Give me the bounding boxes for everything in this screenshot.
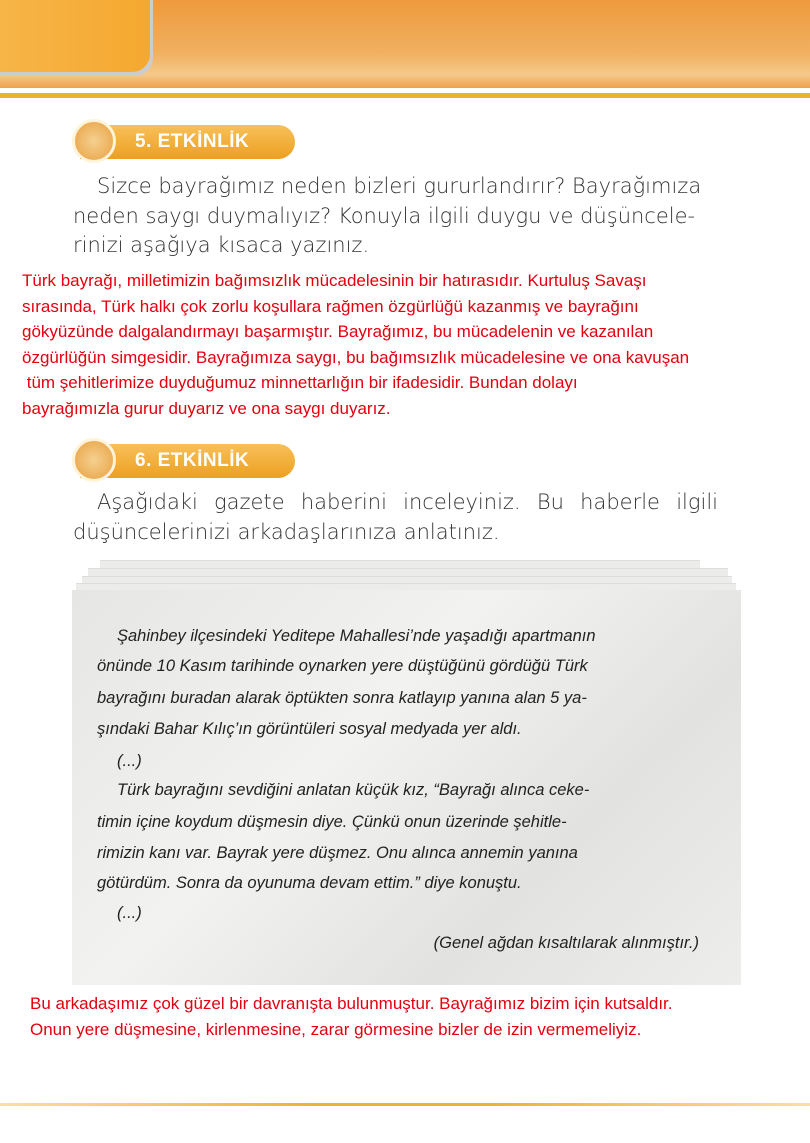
header-divider xyxy=(0,93,810,98)
question-line: Sizce bayrağımız neden bizleri gururlandırır? Bayrağımıza xyxy=(97,174,702,198)
answer-line: özgürlüğün simgesidir. Bayrağımıza saygı, bu bağımsızlık mücadelesine ve ona kavuşan xyxy=(22,347,690,367)
news-line: timin içine koydum düşmesin diye. Çünkü onun üzerinde şehitle- xyxy=(97,813,567,831)
character-icon xyxy=(72,438,116,482)
activity-5-badge xyxy=(80,125,295,159)
news-line: götürdüm. Sonra da oyunuma devam ettim.” diye konuştu. xyxy=(97,874,522,892)
question-line: düşüncelerinizi arkadaşlarınıza anlatınız. xyxy=(73,519,500,544)
news-line: rimizin kanı var. Bayrak yere düşmez. Onu alınca annemin yanına xyxy=(97,844,578,862)
news-line: önünde 10 Kasım tarihinde oynarken yere düştüğünü gördüğü Türk xyxy=(97,657,588,675)
activity-5-title: 5. ETKİNLİK xyxy=(135,131,250,152)
activity-icon xyxy=(72,119,116,163)
question-line: Aşağıdaki gazete haberini inceleyiniz. Bu haberle ilgili xyxy=(97,490,718,514)
news-line: (...) xyxy=(117,752,142,770)
question-line: rinizi aşağıya kısaca yazınız. xyxy=(73,233,370,257)
answer-line: bayrağımızla gurur duyarız ve ona saygı duyarız. xyxy=(22,398,391,418)
news-line: Şahinbey ilçesindeki Yeditepe Mahallesi’nde yaşadığı apartmanın xyxy=(117,627,596,645)
activity-6-badge xyxy=(80,444,295,478)
activity-6-answer xyxy=(30,991,810,1042)
footer-line xyxy=(0,1103,810,1106)
answer-line: gökyüzünde dalgalandırmayı başarmıştır. Bayrağımız, bu mücadelenin ve kazanılan xyxy=(22,322,654,341)
news-line: (...) xyxy=(117,904,142,922)
newspaper-clipping xyxy=(72,590,741,985)
news-line: Türk bayrağını sevdiğini anlatan küçük kız, “Bayrağı alınca ceke- xyxy=(117,781,590,799)
answer-line: sırasında, Türk halkı çok zorlu koşullara rağmen özgürlüğü kazanmış ve bayrağını xyxy=(22,296,639,316)
news-line: şındaki Bahar Kılıç’ın görüntüleri sosyal medyada yer aldı. xyxy=(97,720,522,738)
answer-line: Türk bayrağı, milletimizin bağımsızlık mücadelesinin bir hatırasıdır. Kurtuluş Savaşı xyxy=(22,271,647,290)
news-source: (Genel ağdan kısaltılarak alınmıştır.) xyxy=(433,934,699,952)
news-line: bayrağını buradan alarak öptükten sonra katlayıp yanına alan 5 ya- xyxy=(97,689,587,707)
activity-6-title: 6. ETKİNLİK xyxy=(135,450,250,471)
answer-line: tüm şehitlerimize duyduğumuz minnettarlığın bir ifadesidir. Bundan dolayı xyxy=(22,373,578,392)
answer-line: Onun yere düşmesine, kirlenmesine, zarar görmesine bizler de izin vermemeliyiz. xyxy=(30,1019,642,1039)
question-line: neden saygı duymalıyız? Konuyla ilgili duygu ve düşüncele- xyxy=(73,203,696,228)
answer-line: Bu arkadaşımız çok güzel bir davranışta bulunmuştur. Bayrağımız bizim için kutsaldır. xyxy=(30,994,673,1013)
page-header-banner xyxy=(0,0,810,88)
activity-5-answer xyxy=(22,268,810,421)
header-tab xyxy=(0,0,150,72)
activity-5-question xyxy=(73,172,733,261)
activity-6-question xyxy=(73,488,718,547)
